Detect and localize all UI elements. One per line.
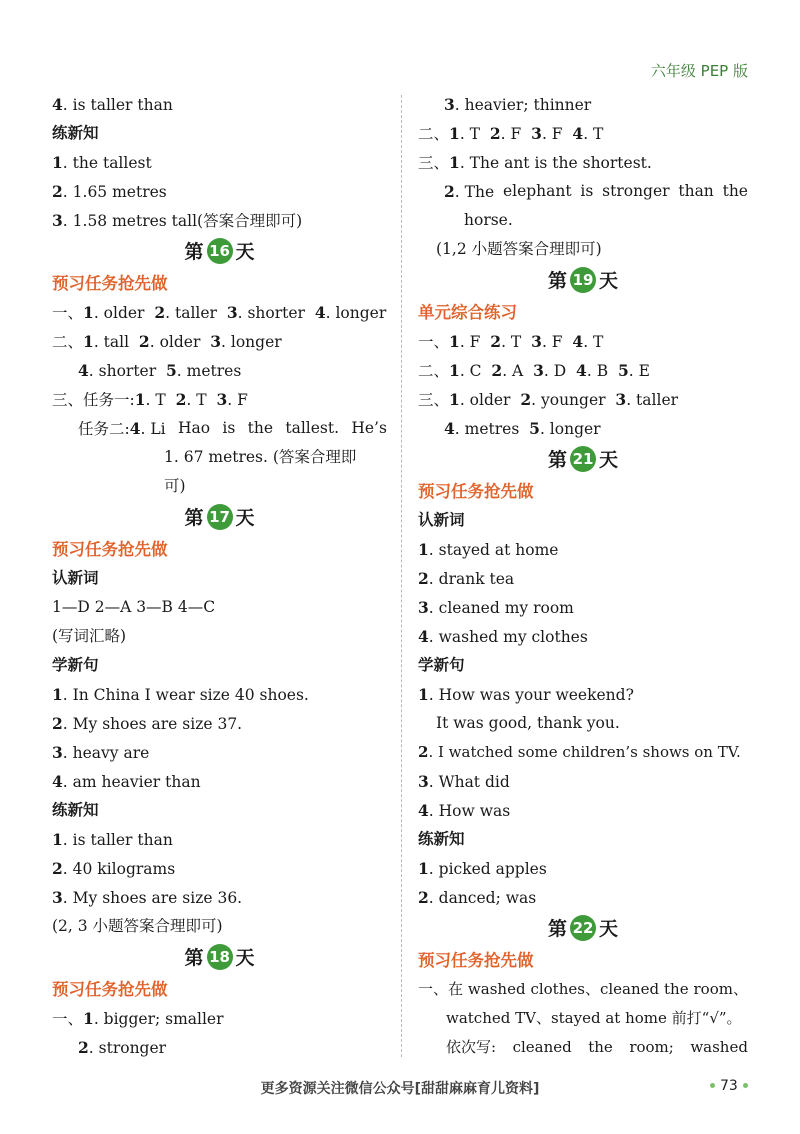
answer-line: 任务二:4. Li Hao is the tallest. He’s bbox=[78, 419, 387, 438]
answer-line: (写词汇略) bbox=[52, 627, 127, 645]
answer-line: 4. is taller than bbox=[52, 95, 173, 114]
subheading: 练新知 bbox=[418, 830, 465, 848]
day-heading: 第 19 天 bbox=[418, 264, 748, 298]
answer-line: 2. My shoes are size 37. bbox=[52, 714, 243, 733]
answer-line: 3. heavier; thinner bbox=[444, 95, 592, 114]
section-heading: 预习任务抢先做 bbox=[52, 980, 168, 999]
right-column bbox=[418, 90, 748, 1062]
answer-line: 4. shorter 5. metres bbox=[78, 361, 242, 380]
answer-line: 4. am heavier than bbox=[52, 772, 201, 791]
answer-line: (2, 3 小题答案合理即可) bbox=[52, 917, 223, 935]
day-heading: 第 21 天 bbox=[418, 443, 748, 477]
page-number: 73 bbox=[705, 1078, 753, 1094]
day-heading: 第 17 天 bbox=[52, 501, 387, 535]
left-column bbox=[52, 90, 387, 1062]
subheading: 学新句 bbox=[52, 656, 99, 674]
answer-line: 一、1. older 2. taller 3. shorter 4. longer bbox=[52, 303, 387, 322]
section-heading: 预习任务抢先做 bbox=[418, 482, 534, 501]
answer-line: 2. stronger bbox=[78, 1038, 167, 1057]
day-number-badge: 16 bbox=[207, 238, 233, 264]
answer-line: 一、在 washed clothes、cleaned the room、 bbox=[418, 980, 748, 998]
page-header: 六年级 PEP 版 bbox=[650, 62, 748, 80]
answer-line: 三、任务一:1. T 2. T 3. F bbox=[52, 390, 248, 409]
day-heading: 第 16 天 bbox=[52, 235, 387, 269]
answer-line: 三、1. The ant is the shortest. bbox=[418, 153, 652, 172]
answer-line: 2. I watched some children’s shows on TV. bbox=[418, 743, 741, 761]
answer-line: It was good, thank you. bbox=[436, 714, 620, 732]
answer-line: 3. My shoes are size 36. bbox=[52, 888, 243, 907]
column-divider bbox=[401, 95, 402, 1057]
answer-line: watched TV、stayed at home 前打“√”。 bbox=[446, 1009, 742, 1027]
answer-line: 3. heavy are bbox=[52, 743, 150, 762]
answer-line: 1—D 2—A 3—B 4—C bbox=[52, 598, 216, 616]
subheading: 学新句 bbox=[418, 656, 465, 674]
section-heading: 单元综合练习 bbox=[418, 303, 517, 322]
day-number-badge: 19 bbox=[570, 267, 596, 293]
answer-line: 4. washed my clothes bbox=[418, 627, 588, 646]
answer-line: 3. 1.58 metres tall(答案合理即可) bbox=[52, 211, 303, 230]
day-heading: 第 18 天 bbox=[52, 941, 387, 975]
answer-line: (1,2 小题答案合理即可) bbox=[436, 240, 602, 258]
section-heading: 预习任务抢先做 bbox=[52, 274, 168, 293]
answer-line: 二、1. C 2. A 3. D 4. B 5. E bbox=[418, 361, 650, 380]
day-number-badge: 22 bbox=[570, 915, 596, 941]
answer-line: 可) bbox=[164, 477, 186, 495]
answer-line: 1. How was your weekend? bbox=[418, 685, 634, 704]
answer-line: 2. drank tea bbox=[418, 569, 515, 588]
answer-line: 1. picked apples bbox=[418, 859, 547, 878]
answer-line: 1. In China I wear size 40 shoes. bbox=[52, 685, 309, 704]
answer-line: 2. 1.65 metres bbox=[52, 182, 167, 201]
answer-line: 二、1. tall 2. older 3. longer bbox=[52, 332, 282, 351]
answer-line: horse. bbox=[464, 211, 513, 229]
answer-line: 3. cleaned my room bbox=[418, 598, 574, 617]
answer-line: 1. the tallest bbox=[52, 153, 152, 172]
dot-icon bbox=[710, 1083, 715, 1088]
answer-line: 3. What did bbox=[418, 772, 510, 791]
subheading: 认新词 bbox=[418, 511, 465, 529]
answer-line: 二、1. T 2. F 3. F 4. T bbox=[418, 124, 604, 143]
section-heading: 预习任务抢先做 bbox=[52, 540, 168, 559]
answer-line: 三、1. older 2. younger 3. taller bbox=[418, 390, 679, 409]
answer-line: 4. How was bbox=[418, 801, 511, 820]
answer-line: 2. 40 kilograms bbox=[52, 859, 176, 878]
subheading: 认新词 bbox=[52, 569, 99, 587]
dot-icon bbox=[743, 1083, 748, 1088]
answer-line: 1. stayed at home bbox=[418, 540, 559, 559]
subheading: 练新知 bbox=[52, 124, 99, 142]
footer-note: 更多资源关注微信公众号[甜甜麻麻育儿资料] bbox=[260, 1081, 540, 1097]
answer-line: 2. danced; was bbox=[418, 888, 537, 907]
answer-line: 1. 67 metres. (答案合理即 bbox=[164, 448, 357, 466]
answer-line: 依次写: cleaned the room; washed bbox=[446, 1038, 748, 1056]
section-heading: 预习任务抢先做 bbox=[418, 951, 534, 970]
answer-line: 一、1. F 2. T 3. F 4. T bbox=[418, 332, 604, 351]
answer-line: 4. metres 5. longer bbox=[444, 419, 601, 438]
day-heading: 第 22 天 bbox=[418, 912, 748, 946]
answer-line: 1. is taller than bbox=[52, 830, 173, 849]
day-number-badge: 17 bbox=[207, 504, 233, 530]
subheading: 练新知 bbox=[52, 801, 99, 819]
day-number-badge: 18 bbox=[207, 944, 233, 970]
answer-line: 2. The elephant is stronger than the bbox=[444, 182, 748, 201]
day-number-badge: 21 bbox=[570, 446, 596, 472]
answer-line: 一、1. bigger; smaller bbox=[52, 1009, 224, 1028]
